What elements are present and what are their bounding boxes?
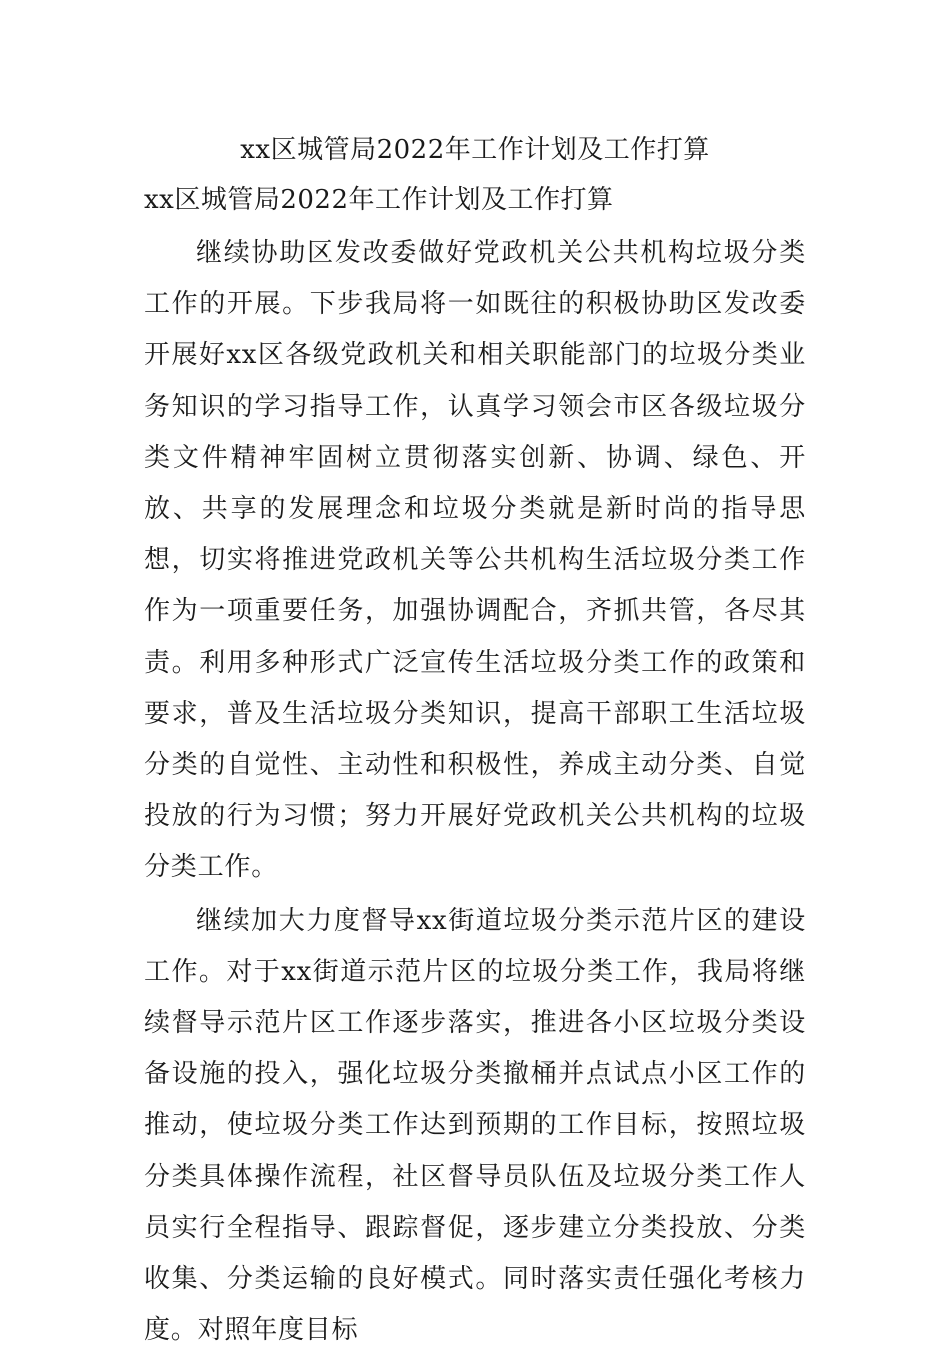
document-body	[144, 228, 806, 1358]
document-subtitle: xx区城管局2022年工作计划及工作打算	[144, 185, 614, 215]
paragraph-waste-sorting-agencies: 继续协助区发改委做好党政机关公共机构垃圾分类工作的开展。下步我局将一如既往的积极协助区发改委开展好xx区各级党政机关和相关职能部门的垃圾分类业务知识的学习指导工作，认真学习领会市区各级垃圾分类文件精神牢固树立贯彻落实创新、协调、绿色、开放、共享的发展理念和垃圾分类就是新时尚的指导思想，切实将推进党政机关等公共机构生活垃圾分类工作作为一项重要任务，加强协调配合，齐抓共管，各尽其责。利用多种形式广泛宣传生活垃圾分类工作的政策和要求，普及生活垃圾分类知识，提高干部职工生活垃圾分类的自觉性、主动性和积极性，养成主动分类、自觉投放的行为习惯；努力开展好党政机关公共机构的垃圾分类工作。	[144, 238, 806, 883]
document-title: xx区城管局2022年工作计划及工作打算	[240, 135, 710, 165]
paragraph-street-demo-area: 继续加大力度督导xx街道垃圾分类示范片区的建设工作。对于xx街道示范片区的垃圾分类工作，我局将继续督导示范片区工作逐步落实，推进各小区垃圾分类设备设施的投入，强化垃圾分类撤桶并点试点小区工作的推动，使垃圾分类工作达到预期的工作目标，按照垃圾分类具体操作流程，社区督导员队伍及垃圾分类工作人员实行全程指导、跟踪督促，逐步建立分类投放、分类收集、分类运输的良好模式。同时落实责任强化考核力度。对照年度目标	[144, 905, 806, 1346]
